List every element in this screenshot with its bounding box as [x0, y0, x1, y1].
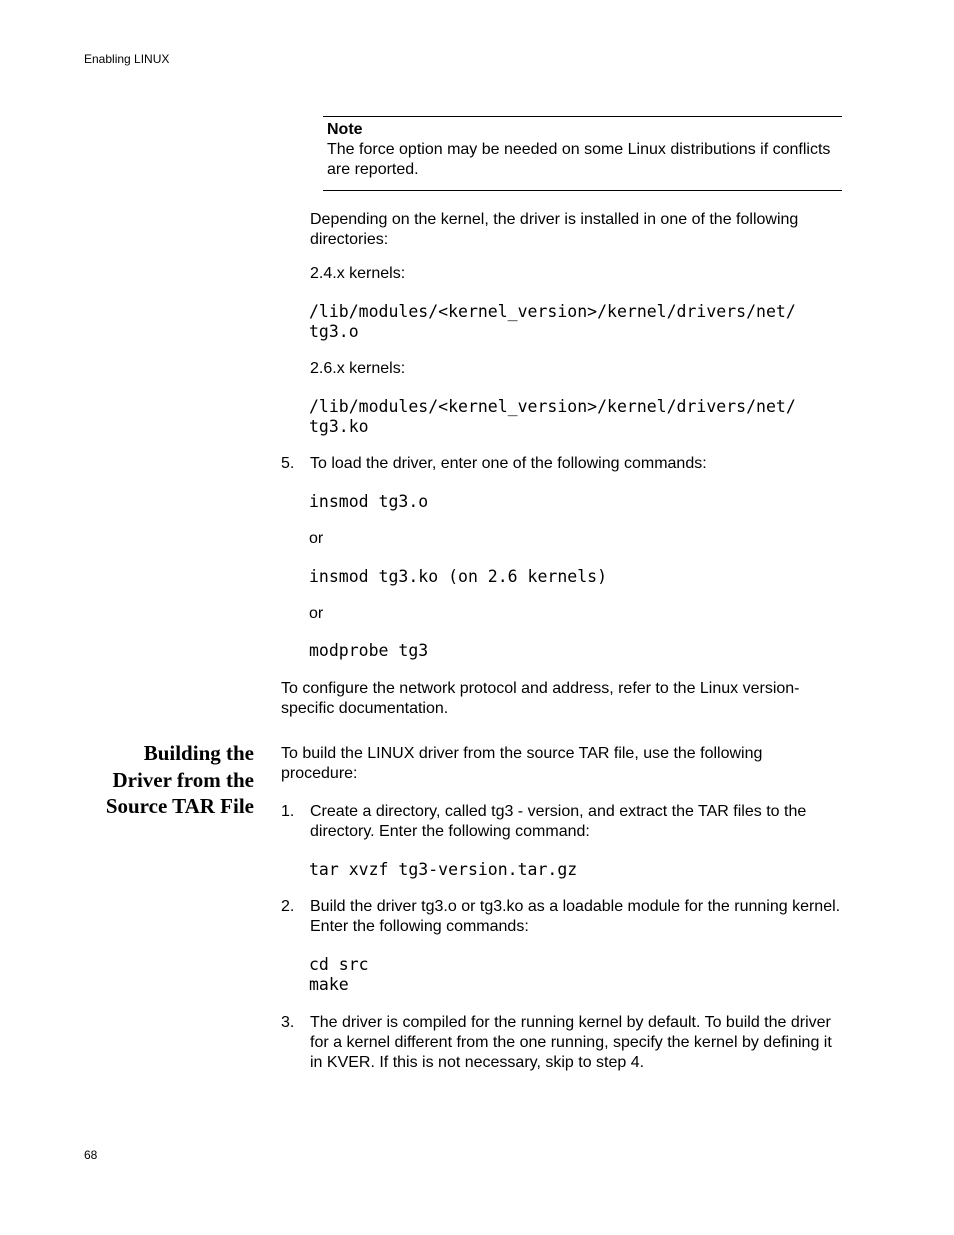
command-modprobe: modprobe tg3	[309, 641, 429, 660]
kernels-24-label: 2.4.x kernels:	[310, 265, 406, 282]
command-make: cd src make	[309, 955, 369, 994]
step-5-number: 5.	[281, 455, 295, 472]
step-5-text: To load the driver, enter one of the following commands:	[310, 455, 707, 472]
kernels-24-path: /lib/modules/<kernel_version>/kernel/drivers/net/ tg3.o	[309, 302, 796, 341]
directories-intro: Depending on the kernel, the driver is installed in one of the following directories:	[310, 211, 799, 248]
step-2-number: 2.	[281, 898, 295, 915]
running-header: Enabling LINUX	[84, 52, 170, 66]
configure-text: To configure the network protocol and address, refer to the Linux version-specific documentation.	[281, 680, 800, 717]
note-title: Note	[327, 121, 363, 138]
step-1-number: 1.	[281, 803, 295, 820]
kernels-26-label: 2.6.x kernels:	[310, 360, 406, 377]
step-2-text: Build the driver tg3.o or tg3.ko as a loadable module for the running kernel. Enter the following commands:	[310, 898, 841, 935]
step-3-text: The driver is compiled for the running kernel by default. To build the driver for a kernel different from the one running, specify the kernel by defining it in KVER. If this is not necessary, skip to step 4.	[310, 1014, 832, 1071]
kernels-26-path: /lib/modules/<kernel_version>/kernel/drivers/net/ tg3.ko	[309, 397, 796, 436]
page-number: 68	[84, 1148, 98, 1162]
or-separator: or	[309, 605, 324, 622]
command-insmod-ko: insmod tg3.ko (on 2.6 kernels)	[309, 567, 608, 586]
step-3-number: 3.	[281, 1014, 295, 1031]
section-intro: To build the LINUX driver from the source TAR file, use the following procedure:	[281, 745, 763, 782]
step-1-text: Create a directory, called tg3 - version, and extract the TAR files to the directory. Enter the following command:	[310, 803, 807, 840]
note-text: The force option may be needed on some Linux distributions if conflicts are reported.	[327, 141, 831, 178]
command-insmod-o: insmod tg3.o	[309, 492, 429, 511]
command-tar: tar xvzf tg3-version.tar.gz	[309, 860, 578, 879]
or-separator: or	[309, 530, 324, 547]
section-heading: Building the Driver from the Source TAR File	[105, 741, 254, 818]
